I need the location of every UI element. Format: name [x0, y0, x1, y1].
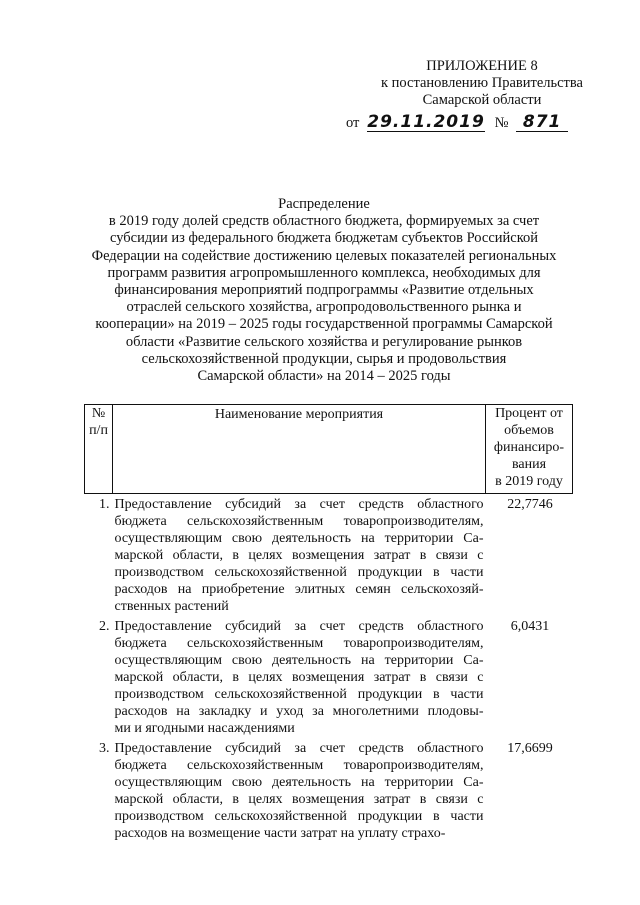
- header-pct-line: финансиро-: [493, 440, 565, 455]
- handwritten-number: 871: [516, 113, 568, 132]
- table-row: [85, 616, 573, 738]
- measure-text-line: Предоставление субсидий за счет средств областного: [114, 741, 484, 756]
- measure-text-line: бюджета сельскохозяйственным товаропроизводителям,: [114, 758, 484, 773]
- handwritten-date: 29.11.2019: [367, 112, 485, 132]
- heading-line: Федерации на содействие достижению целевых показателей региональных: [91, 247, 557, 264]
- row-number: 2.: [99, 619, 110, 634]
- date-prefix: от: [346, 115, 360, 131]
- header-pct-line: вания: [511, 457, 547, 472]
- appendix-title: ПРИЛОЖЕНИЕ 8: [426, 58, 538, 74]
- heading-line: Самарской области» на 2014 – 2025 годы: [197, 368, 451, 385]
- measure-text-line: расходов на закладку и уход за многолетними плодовы-: [114, 704, 484, 719]
- heading-line: субсидии из федерального бюджета бюджетам субъектов Российской: [109, 230, 539, 247]
- measure-text-line: осуществляющим свою деятельность на территории Са-: [114, 531, 484, 546]
- measure-text-line: бюджета сельскохозяйственным товаропроизводителям,: [114, 636, 484, 651]
- table-row: [85, 494, 573, 617]
- measure-text-line: производством сельскохозяйственной продукции в части: [114, 687, 484, 702]
- row-number: 1.: [99, 497, 110, 512]
- measure-text-line: Предоставление субсидий за счет средств областного: [114, 497, 484, 512]
- heading-line: финансирования мероприятий подпрограммы «Развитие отдельных: [114, 282, 534, 299]
- measure-text-line: осуществляющим свою деятельность на территории Са-: [114, 653, 484, 668]
- measure-text-line: бюджета сельскохозяйственным товаропроизводителям,: [114, 514, 484, 529]
- number-label: №: [494, 115, 509, 131]
- measure-text-line: расходов на приобретение элитных семян сельскохозяй-: [114, 582, 484, 597]
- heading-line: отраслей сельского хозяйства, агропродовольственного рынка и: [126, 299, 522, 316]
- heading-line: сельскохозяйственной продукции, сырья и продовольствия: [141, 350, 507, 367]
- header-name: Наименование мероприятия: [113, 405, 486, 494]
- measure-text-line: марской области, в целях возмещения затрат в связи с: [114, 670, 484, 685]
- measure-text-line: ми и ягодными насаждениями: [114, 721, 295, 736]
- header-percent: [486, 405, 573, 494]
- measure-text-line: Предоставление субсидий за счет средств областного: [114, 619, 484, 634]
- measure-text-line: марской области, в целях возмещения затрат в связи с: [114, 792, 484, 807]
- measure-text-line: расходов на возмещение части затрат на уплату страхо-: [114, 826, 446, 841]
- row-percent: 6,0431: [510, 619, 550, 634]
- heading-line: программ развития агропромышленного комплекса, необходимых для: [107, 264, 541, 281]
- measure-text-line: марской области, в целях возмещения затрат в связи с: [114, 548, 484, 563]
- row-measure-name: [113, 494, 486, 617]
- appendix-decree-line: к постановлению Правительства: [381, 75, 583, 91]
- header-num: [85, 405, 113, 494]
- header-pct-line: в 2019 году: [495, 474, 563, 489]
- heading-line: области «Развитие сельского хозяйства и регулирование рынков: [125, 333, 523, 350]
- row-number: 3.: [99, 741, 110, 756]
- appendix-region-line: Самарской области: [422, 92, 542, 108]
- heading-line: кооперации» на 2019 – 2025 годы государственной программы Самарской: [95, 316, 553, 333]
- header-pct-line: Процент от: [495, 406, 563, 421]
- measure-text-line: производством сельскохозяйственной продукции в части: [114, 565, 484, 580]
- table-row: [85, 738, 573, 843]
- table-header-row: [85, 405, 573, 494]
- header-pct-line: объемов: [504, 423, 554, 438]
- header-num-line: п/п: [89, 423, 108, 438]
- row-percent: 17,6699: [507, 741, 553, 756]
- decree-date-number-row: [346, 113, 568, 132]
- measure-text-line: ственных растений: [114, 599, 229, 614]
- document-heading: [84, 196, 564, 385]
- heading-line: в 2019 году долей средств областного бюджета, формируемых за счет: [108, 213, 540, 230]
- row-percent: 22,7746: [507, 497, 553, 512]
- measure-text-line: производством сельскохозяйственной продукции в части: [114, 809, 484, 824]
- measures-table: [84, 404, 573, 843]
- appendix-block: [332, 58, 592, 109]
- measure-text-line: осуществляющим свою деятельность на территории Са-: [114, 775, 484, 790]
- row-measure-name: [113, 738, 486, 843]
- row-measure-name: [113, 616, 486, 738]
- header-num-line: №: [91, 406, 106, 421]
- heading-title: Распределение: [278, 196, 370, 212]
